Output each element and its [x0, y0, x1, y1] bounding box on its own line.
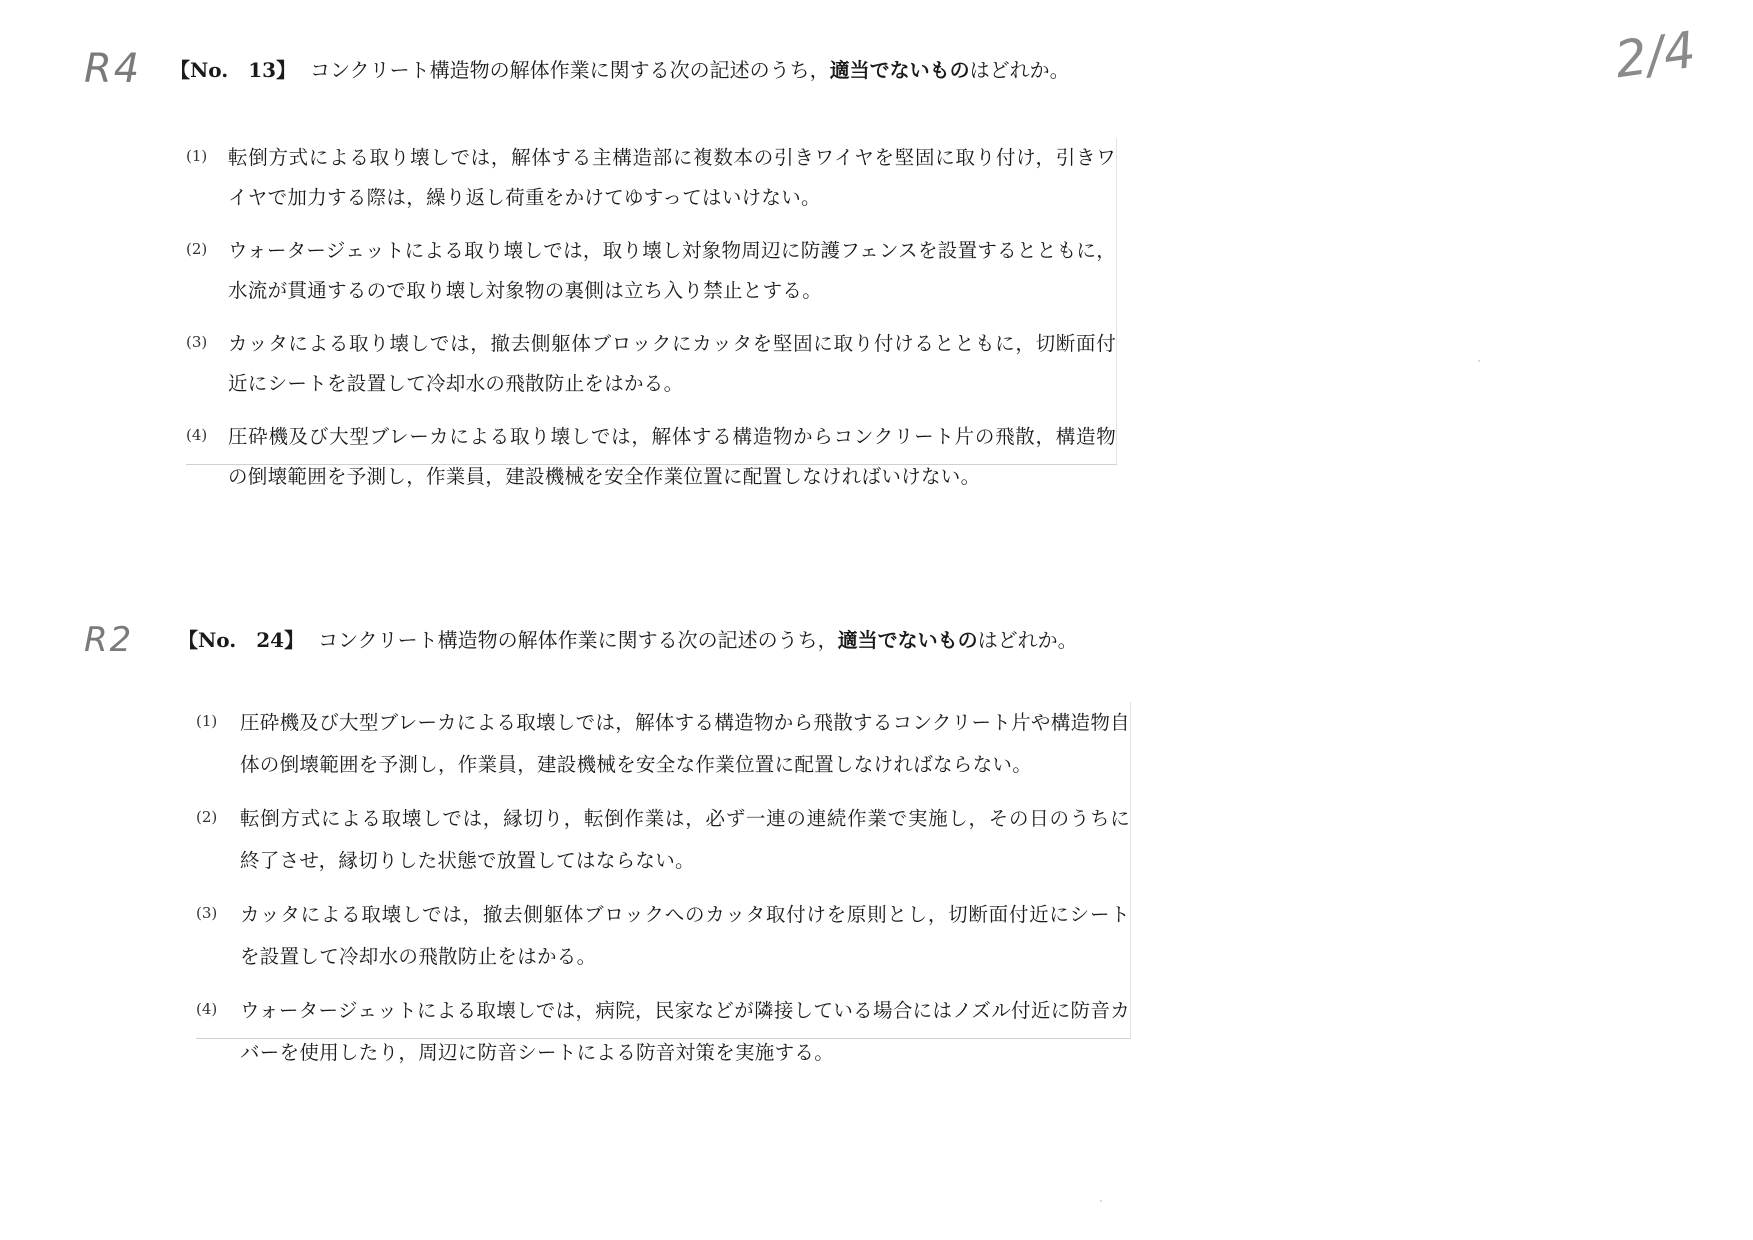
option-text: 圧砕機及び大型ブレーカによる取壊しでは，解体する構造物から飛散するコンクリート片や構造物自体の倒壊範囲を予測し，作業員，建設機械を安全な作業位置に配置しなければならない。 [240, 711, 1130, 776]
option-number: (1) [196, 712, 218, 730]
options-list [196, 702, 1131, 1064]
option-number: (1) [186, 147, 208, 165]
option-text: ウォータージェットによる取り壊しでは，取り壊し対象物周辺に防護フェンスを設置するとともに，水流が貫通するので取り壊し対象物の裏側は立ち入り禁止とする。 [228, 239, 1116, 302]
scan-speck [1100, 1200, 1102, 1202]
question-text: コンクリート構造物の解体作業に関する次の記述のうち， [318, 628, 838, 652]
option-text: 圧砕機及び大型ブレーカによる取り壊しでは，解体する構造物からコンクリート片の飛散，構造物の倒壊範囲を予測し，作業員，建設機械を安全作業位置に配置しなければいけない。 [228, 425, 1116, 488]
page-number-mark: 2/4 [1610, 20, 1699, 90]
option-text: カッタによる取壊しでは，撤去側躯体ブロックへのカッタ取付けを原則とし，切断面付近にシートを設置して冷却水の飛散防止をはかる。 [240, 903, 1130, 968]
question-emphasis: 適当でないもの [837, 628, 978, 652]
year-mark: R2 [84, 620, 134, 660]
option-number: (2) [186, 240, 208, 258]
option-number: (3) [196, 904, 218, 922]
option-number: (2) [196, 808, 218, 826]
option-item [196, 894, 1130, 978]
question-text: コンクリート構造物の解体作業に関する次の記述のうち， [310, 58, 830, 82]
option-number: (4) [196, 1000, 218, 1018]
question-text-tail: はどれか。 [969, 58, 1070, 82]
option-text: 転倒方式による取り壊しでは，解体する主構造部に複数本の引きワイヤを堅固に取り付け，引きワイヤで加力する際は，繰り返し荷重をかけてゆすってはいけない。 [228, 146, 1116, 209]
option-text: 転倒方式による取壊しでは，縁切り，転倒作業は，必ず一連の連続作業で実施し，その日のうちに終了させ，縁切りした状態で放置してはならない。 [240, 807, 1130, 872]
option-item [196, 702, 1130, 786]
option-item [196, 990, 1130, 1074]
option-item [196, 798, 1130, 882]
year-mark: R4 [84, 46, 142, 92]
question-number: 【No. 24】 [178, 628, 305, 652]
question-emphasis: 適当でないもの [829, 58, 970, 82]
option-number: (4) [186, 426, 208, 444]
scan-speck [1478, 360, 1480, 362]
option-text: カッタによる取り壊しでは，撤去側躯体ブロックにカッタを堅固に取り付けるとともに，切断面付近にシートを設置して冷却水の飛散防止をはかる。 [228, 332, 1116, 395]
question-header [178, 626, 1078, 654]
option-text: ウォータージェットによる取壊しでは，病院，民家などが隣接している場合にはノズル付近に防音カバーを使用したり，周辺に防音シートによる防音対策を実施する。 [240, 999, 1130, 1064]
question-number: 【No. 13】 [170, 58, 297, 82]
option-number: (3) [186, 333, 208, 351]
question-text-tail: はどれか。 [977, 628, 1078, 652]
